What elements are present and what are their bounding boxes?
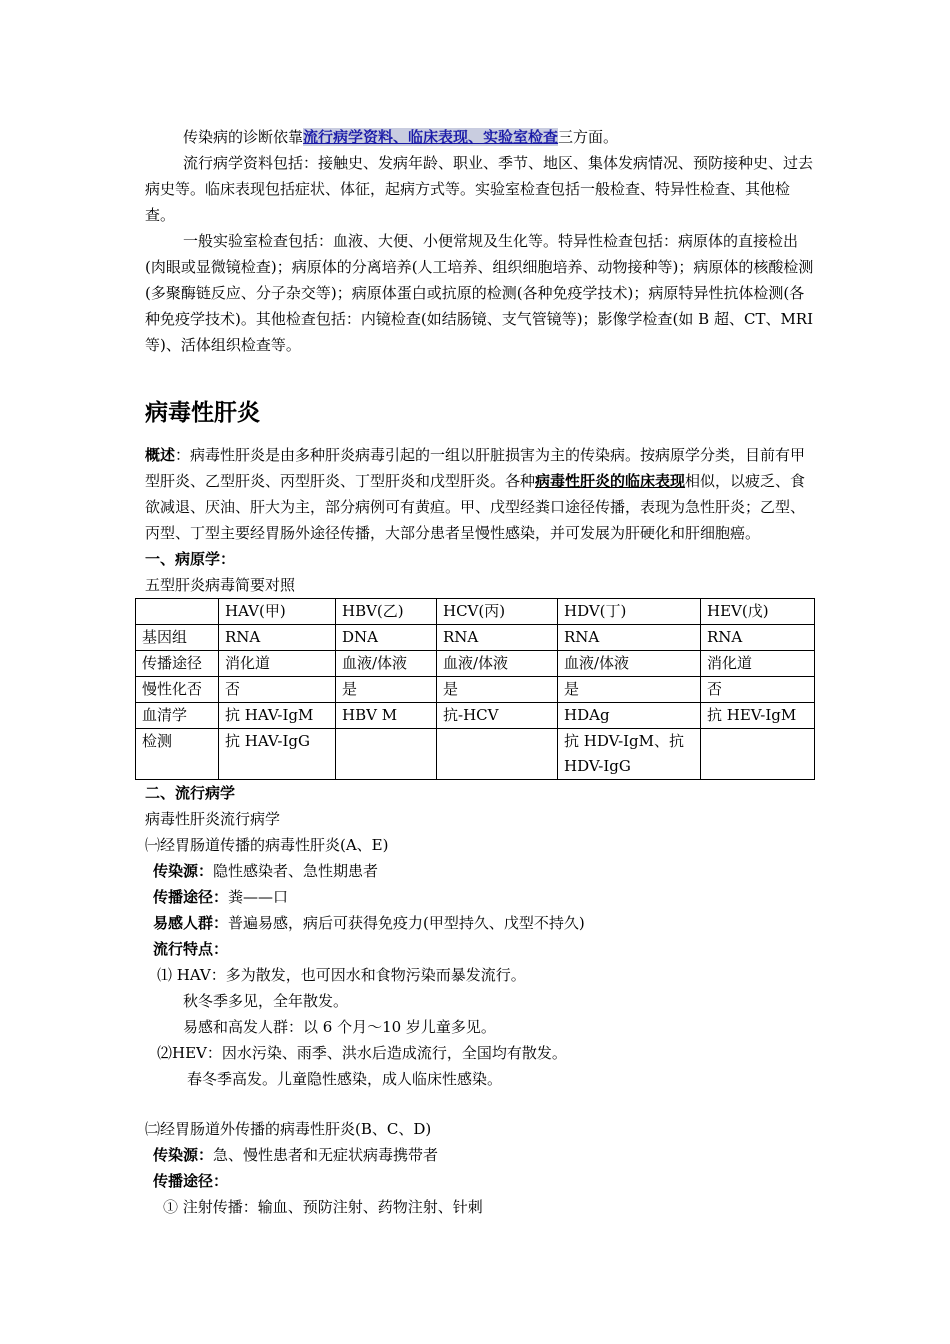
table-cell: 是 xyxy=(558,677,701,703)
table-cell: 抗 HAV-IgM xyxy=(219,703,336,729)
part2-source xyxy=(153,1142,815,1168)
part2-source-text: 急、慢性患者和无症状病毒携带者 xyxy=(213,1146,439,1164)
table-caption: 五型肝炎病毒简要对照 xyxy=(145,576,296,594)
table-cell: RNA xyxy=(437,625,558,651)
part1-hev-line-2: 春冬季高发。儿童隐性感染，成人临床性感染。 xyxy=(187,1070,503,1088)
overview-paragraph xyxy=(145,442,815,546)
table-cell: 基因组 xyxy=(136,625,219,651)
part1-source xyxy=(153,858,815,884)
part1-hav-line-3: 易感和高发人群：以 6 个月～10 岁儿童多见。 xyxy=(183,1018,496,1036)
table-cell: 消化道 xyxy=(219,651,336,677)
table-cell: 抗 HEV-IgM xyxy=(701,703,815,729)
table-cell: HBV M xyxy=(336,703,437,729)
table-cell xyxy=(701,729,815,780)
table-cell: 是 xyxy=(336,677,437,703)
table-row xyxy=(136,677,815,703)
part1-hev-line-1: ⑵HEV：因水污染、雨季、洪水后造成流行，全国均有散发。 xyxy=(157,1044,567,1062)
table-cell: 是 xyxy=(437,677,558,703)
table-row xyxy=(136,703,815,729)
part1-source-label: 传染源： xyxy=(153,862,214,880)
part2-route-label: 传播途径： xyxy=(153,1172,229,1190)
table-header-cell: HAV(甲) xyxy=(219,599,336,625)
part1-source-text: 隐性感染者、急性期患者 xyxy=(213,862,379,880)
table-cell: 消化道 xyxy=(701,651,815,677)
table-header-cell xyxy=(136,599,219,625)
part1-route xyxy=(153,884,815,910)
table-cell: 慢性化否 xyxy=(136,677,219,703)
hepatitis-virus-comparison-table xyxy=(135,598,815,780)
part1-route-text: 粪——口 xyxy=(228,888,289,906)
table-row xyxy=(136,729,815,780)
overview-text: ：病毒性肝炎是由多种肝炎病毒引起的一组以肝脏损害为主的传染病。按病原学分类，目前有甲型肝炎、乙型肝炎、丙型肝炎、丁型肝炎和戊型肝炎。各种 xyxy=(145,446,806,490)
table-header-cell: HCV(丙) xyxy=(437,599,558,625)
table-cell: RNA xyxy=(558,625,701,651)
table-cell: DNA xyxy=(336,625,437,651)
intro-text-end: 三方面。 xyxy=(558,128,619,146)
table-cell: 抗 HAV-IgG xyxy=(219,729,336,780)
part2-route-line-1: ① 注射传播：输血、预防注射、药物注射、针刺 xyxy=(163,1198,483,1216)
table-cell: 否 xyxy=(219,677,336,703)
epidemiology-subtitle: 病毒性肝炎流行病学 xyxy=(145,810,281,828)
table-cell xyxy=(336,729,437,780)
intro-text: 传染病的诊断依靠 xyxy=(183,128,304,146)
section-title: 病毒性肝炎 xyxy=(145,400,260,426)
part2-title: ㈡经胃肠道外传播的病毒性肝炎(B、C、D) xyxy=(145,1120,432,1138)
spacer xyxy=(145,1092,815,1116)
intro-paragraph-3: 一般实验室检查包括：血液、大便、小便常规及生化等。特异性检查包括：病原体的直接检出(肉眼或显微镜检查)；病原体的分离培养(人工培养、组织细胞培养、动物接种等)；病原体的核酸检测(多聚酶链反应、分子杂交等)；病原体蛋白或抗原的检测(各种免疫学技术)；病原特异性抗体检测(各种免疫学技术)。其他检查包括：内镜检查(如结肠镜、支气管镜等)；影像学检查(如 B 超、CT、MRI 等)、活体组织检查等。 xyxy=(145,232,814,354)
table-cell: 传播途径 xyxy=(136,651,219,677)
table-row xyxy=(136,651,815,677)
table-header-row xyxy=(136,599,815,625)
table-cell: RNA xyxy=(701,625,815,651)
table-cell xyxy=(437,729,558,780)
table-cell: 检测 xyxy=(136,729,219,780)
intro-paragraph-1 xyxy=(145,124,815,150)
part1-route-label: 传播途径： xyxy=(153,888,229,906)
overview-text-end: 相似，以疲乏、食欲减退、厌油、肝大为主，部分病例可有黄疸。甲、戊型经粪口途径传播，表现为急性肝炎；乙型、丙型、丁型主要经胃肠外途径传播，大部分患者呈慢性感染，并可发展为肝硬化和肝细胞癌。 xyxy=(145,472,806,542)
part2-source-label: 传染源： xyxy=(153,1146,214,1164)
diagnosis-basis-link[interactable]: 流行病学资料、临床表现、实验室检查 xyxy=(303,128,559,146)
heading-etiology: 一、病原学： xyxy=(145,550,236,568)
part1-hav-line-1: ⑴ HAV：多为散发，也可因水和食物污染而暴发流行。 xyxy=(157,966,526,984)
table-header-cell: HDV(丁) xyxy=(558,599,701,625)
part1-population xyxy=(153,910,815,936)
table-header-cell: HEV(戊) xyxy=(701,599,815,625)
heading-epidemiology: 二、流行病学 xyxy=(145,784,236,802)
table-row xyxy=(136,625,815,651)
table-cell: 血液/体液 xyxy=(336,651,437,677)
part1-population-label: 易感人群： xyxy=(153,914,229,932)
part1-population-text: 普遍易感，病后可获得免疫力(甲型持久、戊型不持久) xyxy=(228,914,585,932)
table-cell: 血清学 xyxy=(136,703,219,729)
table-cell: HDAg xyxy=(558,703,701,729)
table-cell: 否 xyxy=(701,677,815,703)
overview-label: 概述 xyxy=(145,446,176,464)
document-page xyxy=(142,124,815,1220)
intro-paragraph-2: 流行病学资料包括：接触史、发病年龄、职业、季节、地区、集体发病情况、预防接种史、过去病史等。临床表现包括症状、体征，起病方式等。实验室检查包括一般检查、特异性检查、其他检查。 xyxy=(145,154,814,224)
part1-hav-line-2: 秋冬季多见，全年散发。 xyxy=(183,992,349,1010)
part1-features-label: 流行特点： xyxy=(153,940,229,958)
table-cell: 血液/体液 xyxy=(437,651,558,677)
table-cell: 血液/体液 xyxy=(558,651,701,677)
table-cell: 抗 HDV-IgM、抗 HDV-IgG xyxy=(558,729,701,780)
table-header-cell: HBV(乙) xyxy=(336,599,437,625)
part1-title: ㈠经胃肠道传播的病毒性肝炎(A、E) xyxy=(145,836,389,854)
clinical-manifestation-link[interactable]: 病毒性肝炎的临床表现 xyxy=(535,472,686,490)
table-cell: RNA xyxy=(219,625,336,651)
table-cell: 抗-HCV xyxy=(437,703,558,729)
